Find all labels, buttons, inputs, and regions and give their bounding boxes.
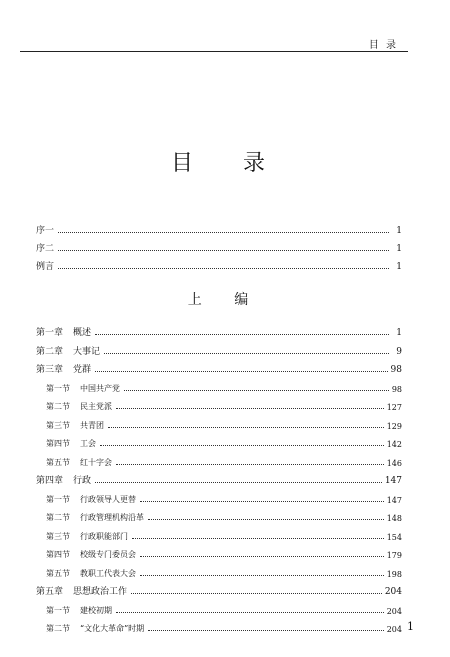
dot-leader xyxy=(58,268,389,269)
toc-entry-title: 概述 xyxy=(73,328,92,338)
dot-leader xyxy=(148,519,384,520)
dot-leader xyxy=(104,353,389,354)
toc-entry-page: 198 xyxy=(386,569,402,579)
toc-section-entry[interactable] xyxy=(36,491,402,505)
toc-entry-heading xyxy=(36,420,104,431)
page-title: 目 录 xyxy=(170,151,279,176)
toc-entry-number: 第一节 xyxy=(46,383,70,393)
toc-entry-number: 第一节 xyxy=(46,605,70,615)
part-title: 上 编 xyxy=(187,292,263,308)
toc-entry-number: 第三节 xyxy=(46,420,70,430)
dot-leader xyxy=(116,612,384,613)
dot-leader xyxy=(95,334,389,335)
dot-leader xyxy=(58,232,389,233)
toc-entry-heading xyxy=(36,531,128,542)
toc-section-entry[interactable] xyxy=(36,565,402,579)
toc-entry-number: 第二节 xyxy=(46,513,70,522)
toc-entry-page: 142 xyxy=(386,440,402,449)
toc-entry-title: 思想政治工作 xyxy=(73,587,128,597)
toc-entry-label: 序一 xyxy=(36,226,55,236)
toc-entry-title: 党群 xyxy=(73,365,92,375)
dot-leader xyxy=(108,427,384,428)
toc-entry-title: 行政领导人更替 xyxy=(80,494,136,504)
toc-entry-heading xyxy=(36,438,96,449)
toc-entry-page: 147 xyxy=(384,476,402,486)
toc-chapter-entry[interactable] xyxy=(36,472,402,486)
toc-entry-page: 148 xyxy=(386,514,402,523)
toc-entry-heading xyxy=(36,325,91,338)
toc-entry-page: 98 xyxy=(391,384,402,394)
toc-entry-number: 第二节 xyxy=(46,624,70,633)
toc-section-entry[interactable] xyxy=(36,528,402,542)
toc-entry-page: 127 xyxy=(386,403,402,412)
toc-entry-page: 98 xyxy=(390,365,402,375)
dot-leader xyxy=(124,390,389,391)
toc-entry-heading xyxy=(36,383,120,394)
toc-entry-title: 行政 xyxy=(73,476,92,486)
toc-entry-page: 129 xyxy=(386,421,402,431)
toc-entry-title: 大事记 xyxy=(73,346,101,357)
header-rule xyxy=(20,51,408,52)
dot-leader xyxy=(131,593,382,594)
toc-entry-number: 第四节 xyxy=(46,550,70,559)
dot-leader xyxy=(148,630,384,631)
toc-section-entry[interactable] xyxy=(36,509,402,523)
toc-entry-page: 154 xyxy=(386,532,402,542)
toc-entry-number: 第三章 xyxy=(36,365,64,375)
dot-leader xyxy=(140,556,384,557)
toc-entry-page: 9 xyxy=(396,346,402,357)
toc-entry-heading xyxy=(36,473,91,486)
toc-entry-number: 第五节 xyxy=(46,457,70,467)
toc-entry-page: 146 xyxy=(386,458,402,468)
toc-section-entry[interactable] xyxy=(36,602,402,616)
toc-entry-page: 1 xyxy=(396,226,402,236)
toc-entry-title: 校级专门委员会 xyxy=(80,550,136,559)
toc-entry-number: 第二章 xyxy=(36,346,64,357)
toc-entry-title: 共青团 xyxy=(80,420,104,430)
toc-section-entry[interactable] xyxy=(36,380,402,394)
toc-entry-title: 建校初期 xyxy=(80,605,112,615)
toc-chapter-entry[interactable] xyxy=(36,324,402,338)
toc-section-entry[interactable] xyxy=(36,546,402,560)
toc-chapter-entry[interactable] xyxy=(36,583,402,597)
toc-entry-title: 红十字会 xyxy=(80,457,112,467)
dot-leader xyxy=(116,408,384,409)
toc-section-entry[interactable] xyxy=(36,435,402,449)
toc-entry-page: 204 xyxy=(386,625,402,634)
toc-entry-page: 1 xyxy=(396,244,402,254)
running-head: 目 录 xyxy=(368,40,398,51)
dot-leader xyxy=(140,501,384,502)
toc-entry-heading xyxy=(36,584,127,597)
dot-leader xyxy=(140,575,384,576)
toc-entry-number: 第四章 xyxy=(36,476,64,486)
toc-entry-page: 204 xyxy=(386,606,402,616)
toc-entry-title: 民主党派 xyxy=(80,402,112,411)
toc-entry-heading xyxy=(36,401,112,412)
toc-entry-heading xyxy=(36,549,136,560)
toc-entry-title: 行政管理机构沿革 xyxy=(80,513,144,522)
toc-entry-title: 行政职能部门 xyxy=(80,531,128,541)
toc-entry-number: 第三节 xyxy=(46,531,70,541)
toc-entry-page: 147 xyxy=(386,495,402,505)
dot-leader xyxy=(116,464,384,465)
toc-entry-notes[interactable] xyxy=(36,258,402,272)
toc-entry-number: 第五节 xyxy=(46,568,70,578)
toc-entry-heading xyxy=(36,512,144,523)
toc-section-entry[interactable] xyxy=(36,620,402,634)
toc-entry-number: 第一章 xyxy=(36,328,64,338)
toc-entry-number: 第五章 xyxy=(36,587,64,597)
toc-entry-number: 第一节 xyxy=(46,494,70,504)
toc-entry-heading xyxy=(36,568,136,579)
toc-entry-page: 179 xyxy=(386,551,402,560)
dot-leader xyxy=(58,250,389,251)
toc-entry-heading xyxy=(36,457,112,468)
toc-entry-page: 1 xyxy=(396,262,402,272)
toc-entry-heading xyxy=(36,494,136,505)
toc-chapter-entry[interactable] xyxy=(36,343,402,357)
toc-entry-heading xyxy=(36,605,112,616)
toc-entry-number: 第二节 xyxy=(46,402,70,411)
toc-entry-title: 工会 xyxy=(80,439,96,448)
toc-section-entry[interactable] xyxy=(36,454,402,468)
toc-entry-page: 204 xyxy=(384,587,402,597)
toc-entry-title: “文化大革命”时期 xyxy=(80,624,145,633)
toc-entry-heading xyxy=(36,344,100,357)
toc-entry-number: 第四节 xyxy=(46,439,70,448)
toc-entry-preface-2[interactable] xyxy=(36,240,402,254)
dot-leader xyxy=(95,482,382,483)
toc-section-entry[interactable] xyxy=(36,417,402,431)
toc-chapter-entry[interactable] xyxy=(36,361,402,375)
dot-leader xyxy=(100,445,384,446)
toc-entry-title: 中国共产党 xyxy=(80,383,120,393)
dot-leader xyxy=(95,371,388,372)
toc-entry-label: 序二 xyxy=(36,244,55,254)
toc-entry-label: 例言 xyxy=(36,262,55,272)
toc-entry-heading xyxy=(36,362,91,375)
toc-entry-heading xyxy=(36,623,144,634)
page-number: 1 xyxy=(407,620,414,633)
toc-entry-page: 1 xyxy=(396,328,402,338)
dot-leader xyxy=(132,538,384,539)
toc-entry-title: 教职工代表大会 xyxy=(80,568,136,578)
toc-section-entry[interactable] xyxy=(36,398,402,412)
toc-entry-preface-1[interactable] xyxy=(36,222,402,236)
